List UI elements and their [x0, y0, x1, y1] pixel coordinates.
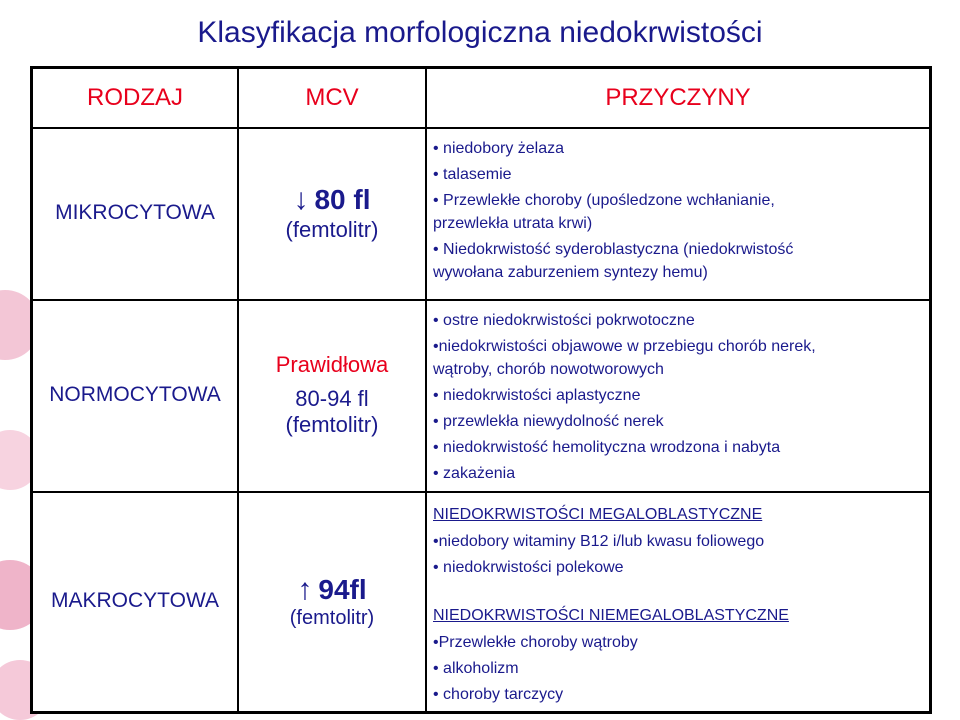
- cause-item: • przewlekła niewydolność nerek: [433, 410, 929, 433]
- cause-item: • zakażenia: [433, 462, 929, 485]
- table-row: [33, 127, 929, 301]
- mcv-cell: [239, 127, 427, 299]
- anemia-type: MAKROCYTOWA: [50, 589, 219, 612]
- header-type: RODZAJ: [87, 84, 183, 111]
- mcv-cell: [239, 299, 427, 491]
- table-header-row: [33, 69, 929, 129]
- cause-item: • ostre niedokrwistości pokrwotoczne: [433, 309, 929, 332]
- cause-item-continued: wątroby, chorób nowotworowych: [433, 361, 664, 378]
- header-cell-causes: [427, 69, 929, 127]
- cause-item-continued: wywołana zaburzeniem syntezy hemu): [433, 264, 708, 281]
- cause-item: • choroby tarczycy: [433, 683, 929, 706]
- header-mcv: MCV: [305, 84, 359, 111]
- cause-group-heading: NIEDOKRWISTOŚCI NIEMEGALOBLASTYCZNE: [433, 607, 789, 624]
- causes-cell: [427, 491, 929, 711]
- cause-item: • niedokrwistości aplastyczne: [433, 384, 929, 407]
- table-row: [33, 299, 929, 493]
- cause-group-heading: NIEDOKRWISTOŚCI MEGALOBLASTYCZNE: [433, 506, 763, 523]
- classification-table: [30, 66, 932, 714]
- mcv-unit: (femtolitr): [285, 412, 379, 437]
- cause-item: • alkoholizm: [433, 657, 929, 680]
- up-arrow-icon: ↑: [297, 572, 313, 606]
- mcv-value: 94fl: [318, 573, 367, 605]
- mcv-unit: (femtolitr): [289, 606, 375, 629]
- type-cell: [33, 127, 239, 299]
- cause-item: • Przewlekłe choroby (upośledzone wchłanianie,: [433, 189, 929, 212]
- causes-cell: [427, 299, 929, 491]
- mcv-value-line: [297, 573, 366, 607]
- mcv-unit: (femtolitr): [285, 217, 379, 242]
- mcv-cell: [239, 491, 427, 711]
- cause-item: • niedokrwistość hemolityczna wrodzona i nabyta: [433, 436, 929, 459]
- down-arrow-icon: ↓: [293, 183, 309, 216]
- type-cell: [33, 491, 239, 711]
- anemia-type: NORMOCYTOWA: [49, 383, 221, 406]
- mcv-value: 80-94 fl: [295, 386, 369, 411]
- group-spacer: [433, 582, 929, 602]
- causes-cell: [427, 127, 929, 299]
- cause-item: • Przewlekłe choroby wątroby: [433, 631, 929, 654]
- cause-item: • niedokrwistości polekowe: [433, 556, 929, 579]
- mcv-label: Prawidłowa: [275, 352, 389, 377]
- header-cell-type: [33, 69, 239, 127]
- page-title: Klasyfikacja morfologiczna niedokrwistości: [197, 16, 763, 49]
- type-cell: [33, 299, 239, 491]
- cause-item: • niedobory żelaza: [433, 137, 929, 160]
- cause-item: • Niedokrwistość syderoblastyczna (niedokrwistość: [433, 238, 929, 261]
- anemia-type: MIKROCYTOWA: [55, 201, 215, 224]
- header-cell-mcv: [239, 69, 427, 127]
- cause-item: • niedokrwistości objawowe w przebiegu chorób nerek,: [433, 335, 929, 358]
- mcv-value-line: [293, 183, 370, 217]
- cause-item: • niedobory witaminy B12 i/lub kwasu foliowego: [433, 530, 929, 553]
- table-row: [33, 491, 929, 711]
- header-causes: PRZYCZYNY: [605, 84, 751, 111]
- mcv-value: 80 fl: [314, 184, 371, 215]
- cause-item-continued: przewlekła utrata krwi): [433, 215, 593, 232]
- cause-item: • talasemie: [433, 163, 929, 186]
